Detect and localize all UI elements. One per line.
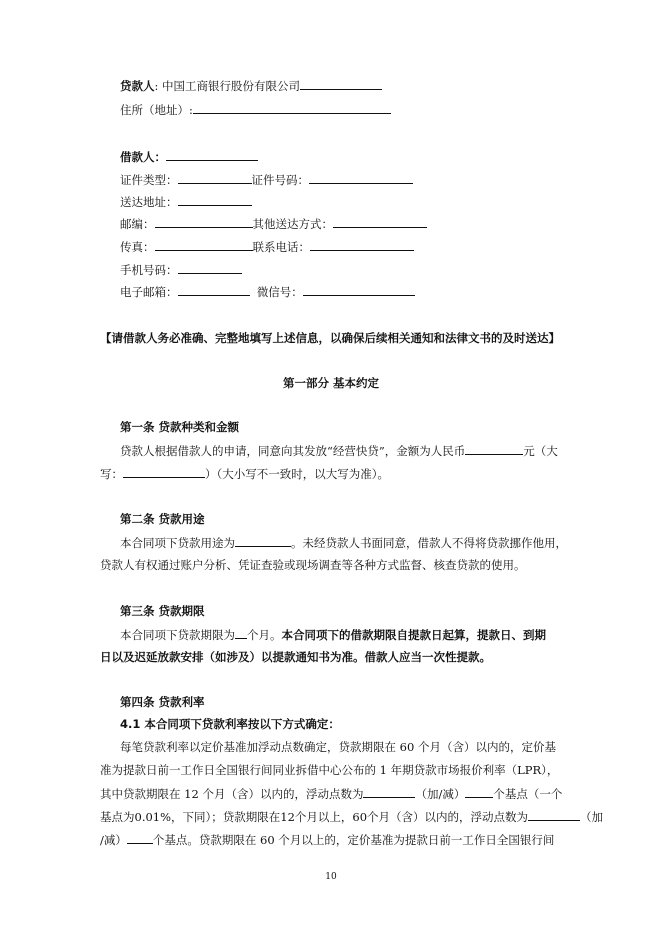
amount-upper-blank[interactable] [123,466,205,478]
id-type-blank[interactable] [178,172,252,184]
article-4-text-d: 基点为0.01%，下同）；贷款期限在12个月以上，60个月（含）以内的，浮动点数为 [100,810,529,824]
article-1-line-2 [100,466,389,481]
email-label: 电子邮箱： [120,285,178,299]
page-number: 10 [325,872,337,882]
article-1-text-d: ）（大小写不一致时，以大写为准）。 [205,467,389,481]
article-3-line-2: 日以及迟延放款安排（如涉及）以提款通知书为准。借款人应当一次性提款。 [100,650,491,664]
float-60m-blank[interactable] [528,809,580,821]
lender-address-blank[interactable] [193,102,391,114]
article-1-text-a: 贷款人根据借款人的申请，同意向其发放“经营快贷”，金额为人民币 [120,444,466,458]
lender-colon: : [154,79,159,93]
article-3-text-c: 本合同项下的借款期限自提款日起算，提款日、到期 [281,628,546,642]
borrower-label: 借款人 [120,150,155,164]
email-blank[interactable] [178,284,250,296]
article-4-text-a: 其中贷款期限在 12 个月（含）以内的，浮动点数为 [100,787,364,801]
wechat-blank[interactable] [303,284,415,296]
article-2-text-b: 。未经贷款人书面同意，借款人不得将贷款挪作他用， [291,536,567,550]
article-4-text-f: /减） [100,833,127,847]
purpose-blank[interactable] [235,535,291,547]
article-4-line-3 [100,786,562,801]
term-blank[interactable] [235,627,247,639]
id-number-blank[interactable] [309,172,413,184]
article-2-text-a: 本合同项下贷款用途为 [120,536,235,550]
article-2-line-1 [120,535,567,550]
article-4-text-g: 个基点。贷款期限在 60 个月以上的，定价基准为提款日前一工作日全国银行间 [152,833,555,847]
article-4-text-b: （加/减） [415,787,466,801]
lender-name: 中国工商银行股份有限公司 [162,79,301,93]
bp-60m-blank[interactable] [127,832,153,844]
part-title: 第一部分 基本约定 [282,376,379,390]
bp-12m-blank[interactable] [465,786,493,798]
article-3-text-a: 本合同项下贷款期限为 [120,628,235,642]
article-4-sub: 4.1 本合同项下贷款利率按以下方式确定： [120,717,340,731]
article-4-line-2: 准为提款日前一工作日全国银行间同业拆借中心公布的 1 年期贷款市场报价利率（LPR）， [100,763,559,777]
article-4-line-4 [100,809,603,824]
lender-label: 贷款人 [120,79,155,93]
other-service-blank[interactable] [333,216,427,228]
article-1-line-1 [120,443,558,458]
article-4-line-5 [100,832,554,847]
phone-label: 联系电话： [252,240,310,254]
borrower-colon: ： [154,150,166,164]
notice: 【请借款人务必准确、完整地填写上述信息，以确保后续相关通知和法律文书的及时送达】 [100,331,560,345]
article-1-text-b: 元（大 [523,444,558,458]
article-3-line-1 [120,627,546,642]
wechat-label: 微信号： [256,285,303,299]
email-line [120,284,415,299]
mobile-label: 手机号码： [120,263,178,277]
article-4-text-e: （加 [580,810,604,824]
fax-label: 传真： [120,240,155,254]
float-12m-blank[interactable] [363,786,415,798]
article-1-title: 第一条 贷款种类和金额 [120,420,240,434]
postcode-line [120,216,427,231]
fax-blank[interactable] [155,239,253,251]
fax-line [120,239,414,254]
service-address-blank[interactable] [178,194,252,206]
lender-name-blank[interactable] [300,78,382,90]
article-4-title: 第四条 贷款利率 [120,695,205,709]
postcode-label: 邮编： [120,217,155,231]
article-4-line-1: 每笔贷款利率以定价基准加浮动点数确定，贷款期限在 60 个月（含）以内的，定价基 [120,740,556,754]
service-address-label: 送达地址： [120,195,178,209]
article-1-text-c: 写： [100,467,123,481]
other-service-label: 其他送达方式： [252,217,333,231]
mobile-blank[interactable] [178,262,242,274]
postcode-blank[interactable] [155,216,253,228]
article-3-title: 第三条 贷款期限 [120,604,205,618]
borrower-name-blank[interactable] [166,149,258,161]
mobile-line [120,262,242,277]
article-3-text-b: 个月。 [247,628,282,642]
lender-line [120,78,382,93]
article-2-line-2: 贷款人有权通过账户分析、凭证查验或现场调查等各种方式监督、核查贷款的使用。 [100,558,526,572]
lender-address-line [120,102,391,117]
phone-blank[interactable] [310,239,414,251]
lender-address-label: 住所（地址）: [120,103,193,117]
borrower-line [120,149,258,164]
id-type-label: 证件类型： [120,173,178,187]
article-4-text-c: 个基点（一个 [493,787,563,801]
id-line [120,172,413,187]
id-number-label: 证件号码： [251,173,309,187]
amount-blank[interactable] [465,443,523,455]
article-2-title: 第二条 贷款用途 [120,512,205,526]
service-address-line [120,194,252,209]
